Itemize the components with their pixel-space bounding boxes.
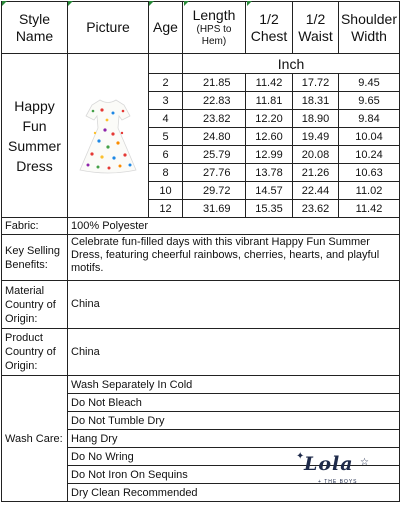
material-label: Material Country of Origin: — [2, 281, 68, 329]
wash-item: Do Not Tumble Dry — [68, 412, 400, 430]
cell-corner-mark — [149, 1, 154, 6]
header-row — [2, 2, 400, 54]
unit-label: Inch — [183, 54, 400, 74]
size-waist: 17.72 — [293, 74, 339, 92]
size-shoulder: 9.84 — [339, 110, 400, 128]
size-length: 24.80 — [183, 128, 246, 146]
size-age: 6 — [149, 146, 183, 164]
wash-item: Do Not Bleach — [68, 394, 400, 412]
size-length: 22.83 — [183, 92, 246, 110]
header-length-sub: (HPS to Hem) — [196, 24, 232, 47]
size-length: 25.79 — [183, 146, 246, 164]
size-waist: 23.62 — [293, 200, 339, 218]
size-waist: 19.49 — [293, 128, 339, 146]
style-name: Happy Fun Summer Dress — [8, 97, 61, 174]
header-age: Age — [149, 2, 183, 54]
size-length: 29.72 — [183, 182, 246, 200]
header-chest: 1/2 Chest — [246, 2, 293, 54]
wash-row — [2, 376, 400, 394]
unit-row — [2, 54, 400, 74]
wash-item: Wash Separately In Cold — [68, 376, 400, 394]
size-shoulder: 10.04 — [339, 128, 400, 146]
size-chest: 11.81 — [246, 92, 293, 110]
fabric-row — [2, 218, 400, 235]
style-name-cell — [2, 54, 68, 218]
size-shoulder: 11.02 — [339, 182, 400, 200]
size-length: 31.69 — [183, 200, 246, 218]
size-chest: 11.42 — [246, 74, 293, 92]
size-shoulder: 10.24 — [339, 146, 400, 164]
header-waist: 1/2 Waist — [293, 2, 339, 54]
size-age: 8 — [149, 164, 183, 182]
size-chart-table — [1, 1, 400, 502]
size-age: 12 — [149, 200, 183, 218]
size-age: 3 — [149, 92, 183, 110]
product-value: China — [68, 329, 400, 376]
cell-corner-mark — [68, 1, 73, 6]
size-age: 10 — [149, 182, 183, 200]
fabric-label: Fabric: — [2, 218, 68, 235]
wash-item: Hang Dry — [68, 430, 400, 448]
size-chest: 12.20 — [246, 110, 293, 128]
selling-row — [2, 235, 400, 281]
size-length: 23.82 — [183, 110, 246, 128]
size-chest: 14.57 — [246, 182, 293, 200]
size-waist: 18.31 — [293, 92, 339, 110]
logo-wordmark: Lola — [304, 453, 354, 475]
size-waist: 22.44 — [293, 182, 339, 200]
size-chest: 12.60 — [246, 128, 293, 146]
wash-item: Do Not Iron On Sequins — [68, 466, 400, 484]
size-waist: 20.08 — [293, 146, 339, 164]
cell-corner-mark — [2, 1, 7, 6]
selling-label: Key Selling Benefits: — [2, 235, 68, 281]
size-age: 5 — [149, 128, 183, 146]
material-value: China — [68, 281, 400, 329]
material-row — [2, 281, 400, 329]
wash-item: Dry Clean Recommended — [68, 484, 400, 502]
size-shoulder: 10.63 — [339, 164, 400, 182]
size-length: 21.85 — [183, 74, 246, 92]
cell-corner-mark — [247, 1, 252, 6]
header-length — [183, 2, 246, 54]
size-age: 2 — [149, 74, 183, 92]
dress-image — [78, 96, 138, 176]
product-label: Product Country of Origin: — [2, 329, 68, 376]
header-style-name: Style Name — [2, 2, 68, 54]
size-shoulder: 9.45 — [339, 74, 400, 92]
header-length-label: Length — [192, 7, 236, 23]
star-icon: ☆ — [360, 457, 369, 468]
size-shoulder: 11.42 — [339, 200, 400, 218]
header-shoulder: Shoulder Width — [339, 2, 400, 54]
size-waist: 18.90 — [293, 110, 339, 128]
size-chest: 12.99 — [246, 146, 293, 164]
size-waist: 21.26 — [293, 164, 339, 182]
star-icon: ✦ — [296, 451, 305, 462]
wash-item: Do No Wring — [68, 448, 400, 466]
picture-cell — [68, 54, 149, 218]
size-chest: 13.78 — [246, 164, 293, 182]
wash-label: Wash Care: — [2, 376, 68, 502]
size-shoulder: 9.65 — [339, 92, 400, 110]
header-picture: Picture — [68, 2, 149, 54]
selling-value: Celebrate fun-filled days with this vibrant Happy Fun Summer Dress, featuring cheerful rainbows, cherries, hearts, and playful motifs. — [68, 235, 400, 281]
size-chest: 15.35 — [246, 200, 293, 218]
size-age: 4 — [149, 110, 183, 128]
lola-logo — [296, 449, 372, 493]
logo-subtitle: + THE BOYS — [318, 479, 358, 485]
size-length: 27.76 — [183, 164, 246, 182]
fabric-value: 100% Polyester — [68, 218, 400, 235]
product-row — [2, 329, 400, 376]
cell-corner-mark — [184, 1, 189, 6]
